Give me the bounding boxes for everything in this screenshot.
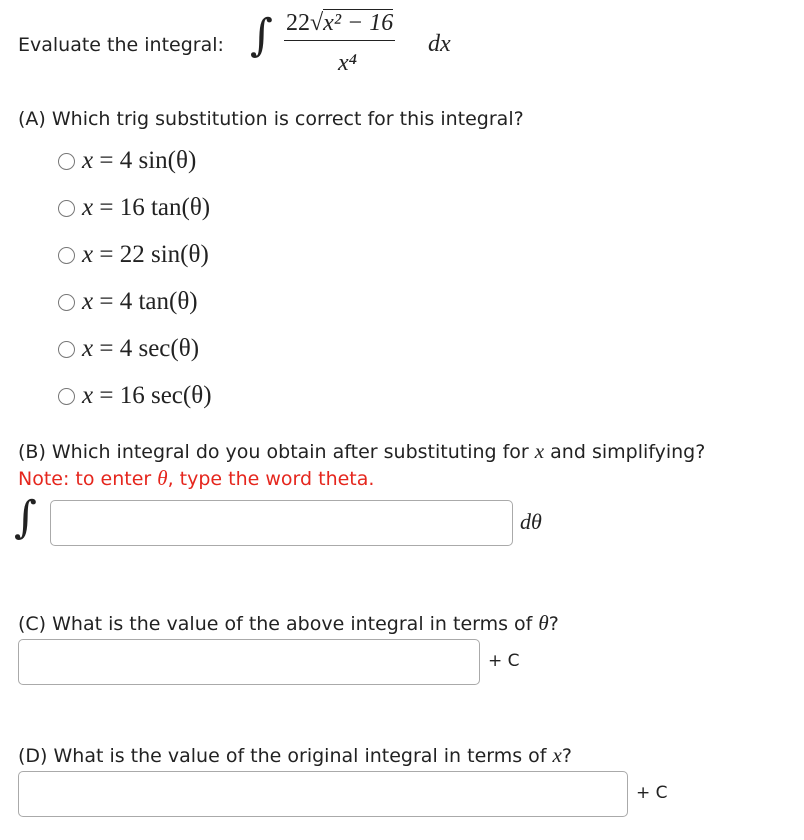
- question-var: x: [534, 439, 545, 463]
- radio-button[interactable]: [58, 388, 75, 405]
- plus-c-suffix: + C: [636, 783, 668, 803]
- radio-button[interactable]: [58, 153, 75, 170]
- option-eq: =: [99, 335, 114, 362]
- integrand-numerator: 22√x² − 16: [284, 10, 395, 41]
- integral-sign: ∫: [14, 492, 37, 543]
- note-text: Note: to enter: [18, 468, 158, 490]
- integrand-denominator: x⁴: [338, 50, 357, 76]
- radio-button[interactable]: [58, 294, 75, 311]
- option-var: x: [82, 288, 94, 315]
- option-var: x: [82, 241, 94, 268]
- d-theta-suffix: dθ: [520, 509, 542, 534]
- differential: dx: [428, 31, 451, 57]
- option-eq: =: [99, 147, 114, 174]
- option-eq: =: [99, 288, 114, 315]
- question-text: (D) What is the value of the original integral in terms of: [18, 745, 553, 767]
- part-b-note: [18, 466, 374, 491]
- option-eq: =: [99, 194, 114, 221]
- part-b-answer-input[interactable]: [50, 500, 513, 546]
- option-var: x: [82, 147, 94, 174]
- radio-button[interactable]: [58, 200, 75, 217]
- option-rhs: 4 sin(θ): [119, 147, 197, 174]
- part-d-answer-input[interactable]: [18, 771, 628, 817]
- part-b-question: [18, 439, 705, 464]
- part-a-question: (A) Which trig substitution is correct for this integral?: [18, 108, 524, 130]
- question-text: and simplifying?: [544, 441, 706, 463]
- option-rhs: 16 sec(θ): [119, 382, 212, 409]
- part-d-question: [18, 743, 572, 768]
- option-rhs: 22 sin(θ): [119, 241, 209, 268]
- question-text: (C) What is the value of the above integral in terms of: [18, 613, 539, 635]
- numerator-coefficient: 22: [286, 10, 310, 36]
- radicand: x² − 16: [323, 10, 394, 36]
- option-rhs: 16 tan(θ): [119, 194, 211, 221]
- note-text: , type the word theta.: [167, 468, 375, 490]
- option-rhs: 4 sec(θ): [119, 335, 200, 362]
- problem-label: Evaluate the integral:: [18, 34, 224, 56]
- option-var: x: [82, 335, 94, 362]
- note-var: θ: [157, 466, 168, 490]
- part-c-question: [18, 611, 559, 636]
- radio-button[interactable]: [58, 247, 75, 264]
- radio-button[interactable]: [58, 341, 75, 358]
- plus-c-suffix: + C: [488, 651, 520, 671]
- question-text: ?: [561, 745, 572, 767]
- integral-sign: ∫: [250, 10, 273, 61]
- option-eq: =: [99, 241, 114, 268]
- question-text: ?: [548, 613, 559, 635]
- question-var: θ: [538, 611, 549, 635]
- option-var: x: [82, 194, 94, 221]
- part-c-answer-input[interactable]: [18, 639, 480, 685]
- option-eq: =: [99, 382, 114, 409]
- question-text: (B) Which integral do you obtain after substituting for: [18, 441, 535, 463]
- question-var: x: [552, 743, 562, 767]
- option-rhs: 4 tan(θ): [119, 288, 198, 315]
- option-var: x: [82, 382, 94, 409]
